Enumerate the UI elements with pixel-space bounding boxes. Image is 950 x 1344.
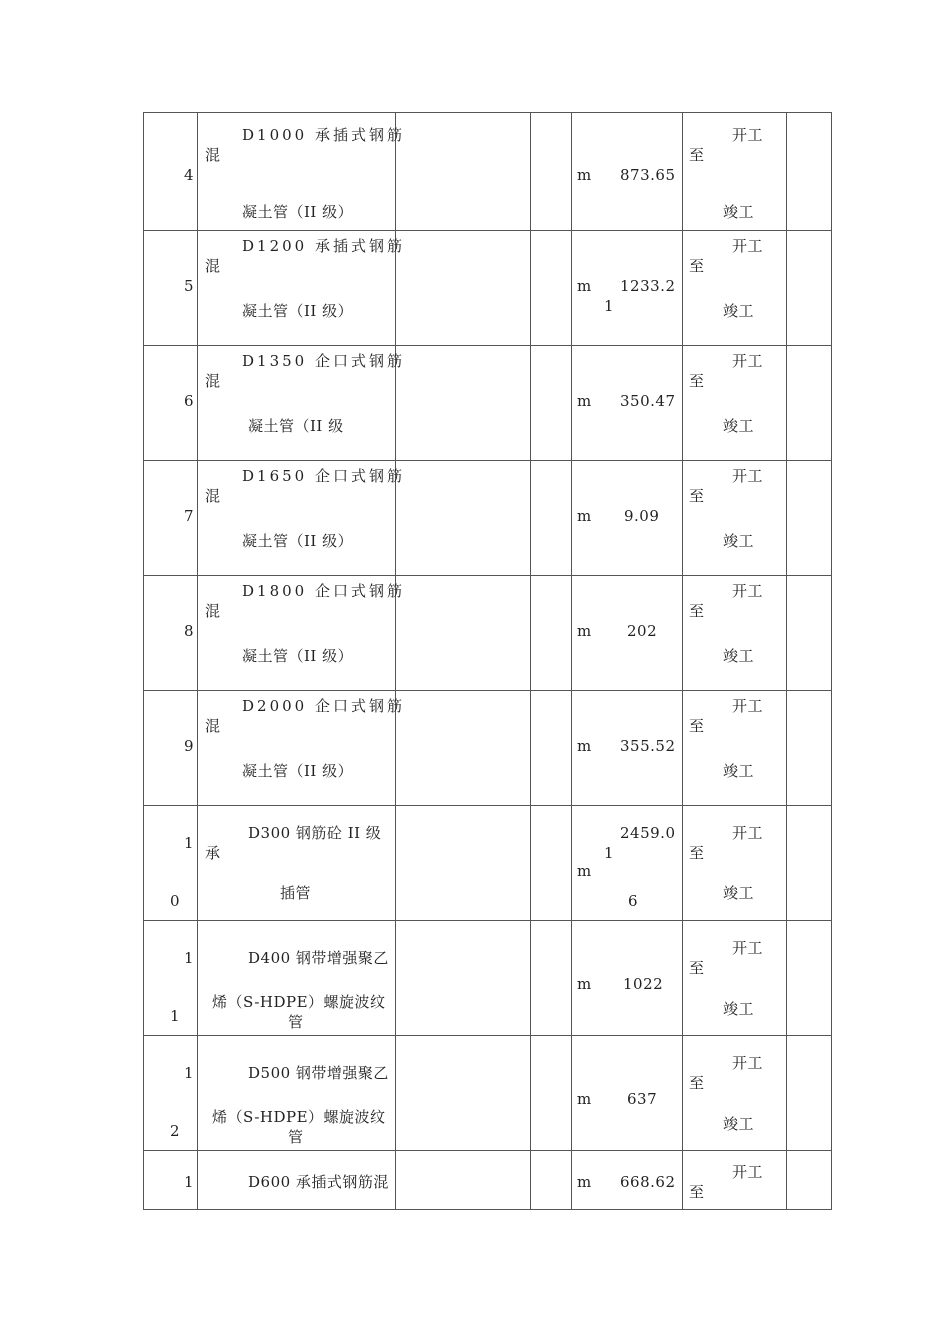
period-to: 至 <box>689 146 705 164</box>
period-to: 至 <box>689 1074 705 1092</box>
quantity: 873.65 <box>620 166 676 184</box>
table-row <box>144 920 831 1036</box>
unit: m <box>577 975 592 993</box>
unit: m <box>577 862 592 880</box>
table-row <box>144 230 831 346</box>
quantity-cont: 1 <box>604 844 615 862</box>
table-row <box>144 690 831 806</box>
unit: m <box>577 507 592 525</box>
item-name-line1: D400 钢带增强聚乙 <box>248 949 389 967</box>
unit: m <box>577 277 592 295</box>
period-start: 开工 <box>732 582 764 600</box>
unit: m <box>577 392 592 410</box>
item-name-line2: 凝土管（II 级） <box>242 532 354 550</box>
row-number: 1 <box>184 834 195 852</box>
item-name-line1b: 混 <box>205 717 221 735</box>
item-name-line1: D1650 企口式钢筋 <box>242 467 405 485</box>
period-to: 至 <box>689 602 705 620</box>
row-number-cont: 0 <box>170 892 181 910</box>
quantity: 637 <box>627 1090 658 1108</box>
table-row <box>144 345 831 461</box>
row-number: 1 <box>184 949 195 967</box>
unit: m <box>577 622 592 640</box>
period-end: 竣工 <box>723 302 755 320</box>
quantity: 202 <box>627 622 658 640</box>
item-name-line1: D500 钢带增强聚乙 <box>248 1064 389 1082</box>
row-number: 1 <box>184 1173 195 1191</box>
table-row <box>144 1035 831 1151</box>
row-number: 1 <box>184 1064 195 1082</box>
item-name-line1b: 混 <box>205 146 221 164</box>
item-name-line3: 管 <box>288 1128 304 1146</box>
quantity: 350.47 <box>620 392 676 410</box>
period-start: 开工 <box>732 697 764 715</box>
period-end: 竣工 <box>723 203 755 221</box>
row-number-cont: 1 <box>170 1007 181 1025</box>
item-name-line2: 烯（S-HDPE）螺旋波纹 <box>212 1108 386 1126</box>
period-start: 开工 <box>732 467 764 485</box>
item-name-line1b: 承 <box>205 844 221 862</box>
quantity: 1233.2 <box>620 277 676 295</box>
quantity: 668.62 <box>620 1173 676 1191</box>
period-end: 竣工 <box>723 1000 755 1018</box>
item-name-line1: D2000 企口式钢筋 <box>242 697 405 715</box>
period-to: 至 <box>689 257 705 275</box>
quantity: 355.52 <box>620 737 676 755</box>
item-name-line1: D600 承插式钢筋混 <box>248 1173 389 1191</box>
item-name-line1b: 混 <box>205 257 221 275</box>
period-start: 开工 <box>732 126 764 144</box>
pipe-work-table <box>143 112 832 1210</box>
item-name-line3: 管 <box>288 1013 304 1031</box>
period-end: 竣工 <box>723 647 755 665</box>
period-to: 至 <box>689 1183 705 1201</box>
table-row <box>144 1150 831 1210</box>
item-name-line2: 凝土管（II 级） <box>242 203 354 221</box>
period-to: 至 <box>689 959 705 977</box>
item-name-line1b: 混 <box>205 602 221 620</box>
quantity-cont2: 6 <box>628 892 639 910</box>
period-start: 开工 <box>732 824 764 842</box>
period-start: 开工 <box>732 1054 764 1072</box>
quantity: 9.09 <box>624 507 660 525</box>
quantity: 2459.0 <box>620 824 676 842</box>
period-to: 至 <box>689 372 705 390</box>
row-number-cont: 2 <box>170 1122 181 1140</box>
item-name-line2: 烯（S-HDPE）螺旋波纹 <box>212 993 386 1011</box>
item-name-line2: 凝土管（II 级） <box>242 647 354 665</box>
unit: m <box>577 737 592 755</box>
period-start: 开工 <box>732 1163 764 1181</box>
period-to: 至 <box>689 487 705 505</box>
item-name-line2: 凝土管（II 级） <box>242 302 354 320</box>
row-number: 5 <box>184 277 195 295</box>
period-end: 竣工 <box>723 417 755 435</box>
item-name-line1: D1800 企口式钢筋 <box>242 582 405 600</box>
period-end: 竣工 <box>723 1115 755 1133</box>
item-name-line1b: 混 <box>205 372 221 390</box>
unit: m <box>577 1173 592 1191</box>
item-name-line2: 插管 <box>280 884 312 902</box>
row-number: 9 <box>184 737 195 755</box>
item-name-line1: D1000 承插式钢筋 <box>242 126 405 144</box>
row-number: 6 <box>184 392 195 410</box>
item-name-line1: D300 钢筋砼 II 级 <box>248 824 382 842</box>
row-number: 8 <box>184 622 195 640</box>
period-start: 开工 <box>732 352 764 370</box>
period-end: 竣工 <box>723 532 755 550</box>
period-to: 至 <box>689 844 705 862</box>
unit: m <box>577 1090 592 1108</box>
period-to: 至 <box>689 717 705 735</box>
item-name-line1: D1200 承插式钢筋 <box>242 237 405 255</box>
quantity: 1022 <box>623 975 664 993</box>
item-name-line2: 凝土管（II 级 <box>248 417 344 435</box>
item-name-line1b: 混 <box>205 487 221 505</box>
period-start: 开工 <box>732 237 764 255</box>
period-end: 竣工 <box>723 884 755 902</box>
row-number: 4 <box>184 166 195 184</box>
table-row <box>144 575 831 691</box>
item-name-line2: 凝土管（II 级） <box>242 762 354 780</box>
table-row <box>144 805 831 921</box>
unit: m <box>577 166 592 184</box>
row-number: 7 <box>184 507 195 525</box>
table-row <box>144 460 831 576</box>
table-row <box>144 113 831 230</box>
period-end: 竣工 <box>723 762 755 780</box>
period-start: 开工 <box>732 939 764 957</box>
quantity-cont: 1 <box>604 297 615 315</box>
item-name-line1: D1350 企口式钢筋 <box>242 352 405 370</box>
